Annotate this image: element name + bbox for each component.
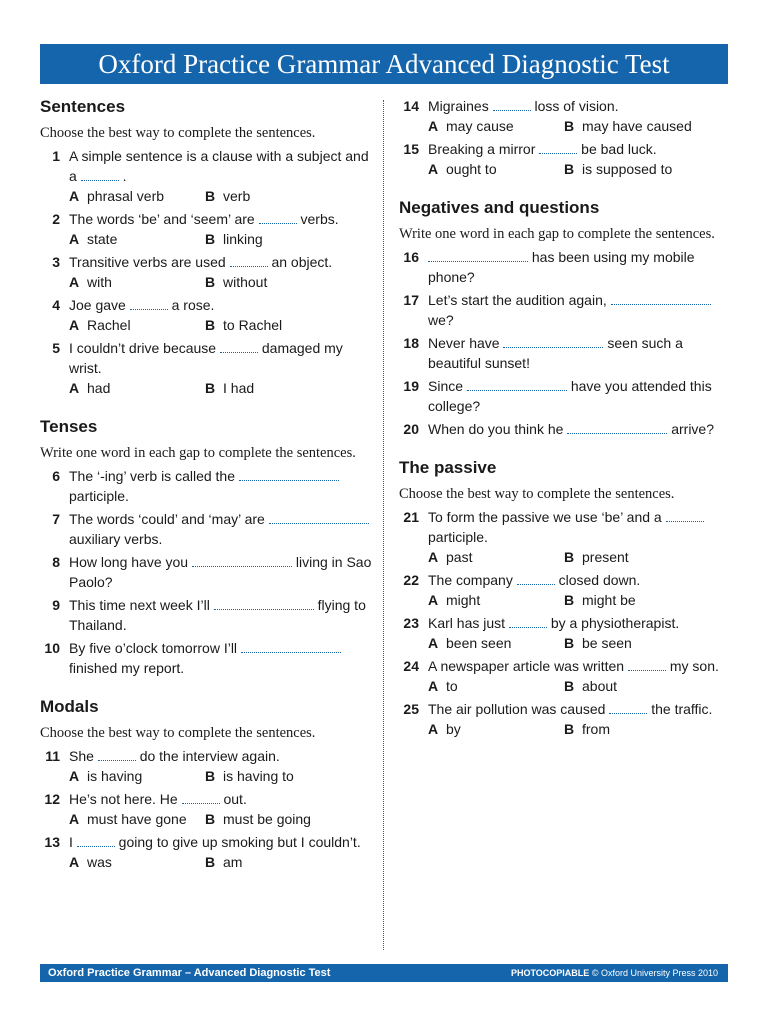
question-text — [69, 595, 372, 635]
section-instruction: Choose the best way to complete the sentences. — [40, 725, 316, 741]
question-number: 21 — [403, 509, 419, 525]
answer-gap — [467, 378, 567, 391]
question-item — [399, 290, 729, 330]
answer-gap — [192, 554, 292, 567]
option-a — [428, 719, 564, 739]
question-text — [69, 832, 372, 852]
question-item — [40, 789, 372, 829]
question-text-before: When do you think he — [428, 421, 564, 437]
answer-options — [69, 315, 372, 335]
question-text — [428, 570, 729, 590]
answer-gap — [269, 511, 369, 524]
option-letter: B — [564, 635, 575, 651]
answer-gap — [428, 249, 528, 262]
answer-gap — [239, 468, 339, 481]
answer-gap — [567, 421, 667, 434]
question-text-before: Karl has just — [428, 615, 506, 631]
answer-options — [428, 676, 729, 696]
answer-options — [69, 378, 372, 398]
question-text-before: To form the passive we use ‘be’ and a — [428, 509, 662, 525]
question-item — [399, 139, 729, 179]
question-text-after: a rose. — [171, 297, 215, 313]
question-number: 19 — [403, 378, 419, 394]
question-text-before: A simple sentence is a clause with a subject and a — [69, 148, 369, 184]
option-text: past — [446, 549, 473, 565]
question-text-after: closed down. — [558, 572, 641, 588]
option-b — [564, 116, 700, 136]
section-instruction: Choose the best way to complete the sentences. — [399, 486, 675, 502]
question-text-after: living in Sao Paolo? — [69, 554, 372, 590]
question-text-after: do the interview again. — [139, 748, 280, 764]
option-text: might be — [582, 592, 636, 608]
question-number: 6 — [52, 468, 60, 484]
section-modals-continued — [399, 96, 729, 179]
question-text — [69, 295, 372, 315]
option-b — [205, 852, 341, 872]
option-text: with — [87, 274, 112, 290]
option-letter: B — [205, 231, 216, 247]
question-text — [428, 507, 729, 547]
question-item — [40, 209, 372, 249]
option-a — [428, 676, 564, 696]
option-letter: A — [428, 678, 439, 694]
question-text — [428, 139, 729, 159]
option-letter: B — [205, 317, 216, 333]
answer-gap — [517, 572, 555, 585]
question-item — [399, 613, 729, 653]
question-item — [399, 376, 729, 416]
option-letter: B — [564, 678, 575, 694]
question-number: 25 — [403, 701, 419, 717]
question-text — [428, 333, 729, 373]
question-list — [399, 96, 729, 179]
question-text-after: be bad luck. — [581, 141, 657, 157]
question-item — [399, 507, 729, 567]
option-b — [205, 378, 341, 398]
question-text-after: participle. — [69, 488, 129, 504]
option-letter: A — [69, 854, 80, 870]
question-item — [40, 595, 372, 635]
option-b — [564, 590, 700, 610]
option-text: been seen — [446, 635, 512, 651]
option-letter: B — [205, 811, 216, 827]
question-text-before: Never have — [428, 335, 500, 351]
question-text — [69, 209, 372, 229]
section-heading: Sentences — [40, 97, 126, 116]
question-text — [428, 247, 729, 287]
answer-options — [428, 590, 729, 610]
option-text: without — [223, 274, 268, 290]
question-item — [399, 570, 729, 610]
question-text — [69, 552, 372, 592]
question-text-before: I — [69, 834, 73, 850]
column-divider — [383, 100, 384, 950]
question-number: 11 — [45, 748, 60, 764]
option-a — [69, 229, 205, 249]
option-b — [205, 809, 341, 829]
question-text-after: arrive? — [671, 421, 714, 437]
question-number: 22 — [403, 572, 419, 588]
question-item — [40, 509, 372, 549]
option-b — [564, 547, 700, 567]
option-letter: A — [428, 549, 439, 565]
option-text: about — [582, 678, 618, 694]
option-text: might — [446, 592, 481, 608]
question-number: 23 — [403, 615, 419, 631]
option-letter: A — [69, 768, 80, 784]
option-a — [428, 590, 564, 610]
option-letter: A — [69, 317, 80, 333]
option-b — [205, 766, 341, 786]
answer-gap — [539, 141, 577, 154]
question-item — [40, 832, 372, 872]
option-letter: A — [69, 231, 80, 247]
question-text — [428, 376, 729, 416]
left-column — [40, 96, 372, 890]
question-text-before: I couldn’t drive because — [69, 340, 217, 356]
question-list — [399, 247, 729, 439]
question-item — [40, 552, 372, 592]
answer-options — [428, 719, 729, 739]
question-item — [40, 146, 372, 206]
question-text — [428, 613, 729, 633]
question-text-before: She — [69, 748, 94, 764]
section-heading: The passive — [399, 458, 497, 477]
section-instruction: Write one word in each gap to complete the sentences. — [40, 445, 356, 461]
section-heading: Tenses — [40, 417, 98, 436]
question-number: 3 — [52, 254, 60, 270]
answer-options — [69, 809, 372, 829]
photocopiable-label: PHOTOCOPIABLE — [510, 968, 590, 978]
question-number: 12 — [44, 791, 60, 807]
question-text-before: Transitive verbs are used — [69, 254, 226, 270]
question-text — [69, 252, 372, 272]
option-a — [69, 186, 205, 206]
question-text — [428, 699, 729, 719]
option-letter: B — [564, 161, 575, 177]
question-text-before: The air pollution was caused — [428, 701, 606, 717]
question-text-before: Migraines — [428, 98, 489, 114]
option-b — [205, 186, 341, 206]
option-letter: A — [428, 721, 439, 737]
option-a — [69, 766, 205, 786]
option-text: state — [87, 231, 118, 247]
option-letter: A — [428, 161, 439, 177]
option-text: is having — [87, 768, 143, 784]
option-text: from — [582, 721, 610, 737]
question-text — [428, 656, 729, 676]
question-item — [40, 252, 372, 292]
question-text — [69, 638, 372, 678]
question-number: 18 — [403, 335, 419, 351]
question-number: 20 — [403, 421, 419, 437]
question-item — [399, 419, 729, 439]
option-b — [205, 229, 341, 249]
question-text — [69, 466, 372, 506]
question-text — [69, 338, 372, 378]
question-item — [40, 295, 372, 335]
answer-gap — [666, 509, 704, 522]
answer-gap — [628, 658, 666, 671]
option-letter: A — [69, 274, 80, 290]
question-text-before: A newspaper article was written — [428, 658, 625, 674]
question-text-after: flying to Thailand. — [69, 597, 366, 633]
question-text-after: verbs. — [300, 211, 339, 227]
option-letter: B — [564, 549, 575, 565]
question-text-before: Let’s start the audition again, — [428, 292, 607, 308]
question-text — [69, 146, 372, 186]
section-passive — [399, 457, 729, 739]
question-number: 8 — [52, 554, 60, 570]
option-text: may have caused — [582, 118, 692, 134]
question-text-after: going to give up smoking but I couldn’t. — [118, 834, 361, 850]
option-b — [205, 315, 341, 335]
answer-options — [69, 229, 372, 249]
question-item — [399, 96, 729, 136]
question-number: 10 — [44, 640, 60, 656]
option-b — [564, 676, 700, 696]
option-letter: A — [69, 188, 80, 204]
option-text: may cause — [446, 118, 514, 134]
answer-options — [428, 633, 729, 653]
question-item — [40, 338, 372, 398]
question-text-before: This time next week I’ll — [69, 597, 210, 613]
section-negatives — [399, 197, 729, 439]
answer-gap — [77, 834, 115, 847]
option-text: was — [87, 854, 112, 870]
answer-gap — [214, 597, 314, 610]
option-a — [69, 809, 205, 829]
option-letter: B — [205, 854, 216, 870]
question-text-after: out. — [223, 791, 247, 807]
answer-options — [428, 159, 729, 179]
answer-gap — [230, 254, 268, 267]
option-text: ought to — [446, 161, 497, 177]
page-title: Oxford Practice Grammar Advanced Diagnostic Test — [40, 44, 728, 84]
question-item — [40, 746, 372, 786]
option-text: verb — [223, 188, 251, 204]
question-number: 24 — [403, 658, 419, 674]
question-number: 1 — [52, 148, 60, 164]
answer-gap — [611, 292, 711, 305]
section-heading: Modals — [40, 697, 99, 716]
question-text-after: damaged my wrist. — [69, 340, 343, 376]
question-number: 14 — [403, 98, 419, 114]
option-letter: A — [69, 380, 80, 396]
question-list — [399, 507, 729, 739]
option-text: to — [446, 678, 458, 694]
question-number: 2 — [52, 211, 60, 227]
question-text-after: finished my report. — [69, 660, 185, 676]
answer-options — [428, 547, 729, 567]
option-text: to Rachel — [223, 317, 283, 333]
question-text-after: . — [122, 168, 127, 184]
question-text-after: loss of vision. — [534, 98, 619, 114]
question-text — [428, 419, 729, 439]
answer-gap — [130, 297, 168, 310]
question-item — [40, 466, 372, 506]
question-item — [399, 247, 729, 287]
footer-bar — [40, 964, 728, 982]
answer-gap — [98, 748, 136, 761]
footer-copyright — [511, 964, 718, 982]
question-number: 4 — [52, 297, 60, 313]
option-b — [564, 159, 700, 179]
option-letter: B — [564, 721, 575, 737]
question-text-after: by a physiotherapist. — [550, 615, 680, 631]
question-text-before: He’s not here. He — [69, 791, 178, 807]
question-text — [69, 746, 372, 766]
question-text-before: Breaking a mirror — [428, 141, 536, 157]
answer-options — [428, 116, 729, 136]
question-text-after: the traffic. — [651, 701, 713, 717]
section-heading: Negatives and questions — [399, 198, 600, 217]
section-tenses — [40, 416, 372, 678]
option-text: I had — [223, 380, 255, 396]
question-number: 9 — [52, 597, 60, 613]
answer-gap — [241, 640, 341, 653]
question-text — [428, 290, 729, 330]
answer-gap — [509, 615, 547, 628]
question-number: 16 — [403, 249, 419, 265]
answer-gap — [259, 211, 297, 224]
option-letter: B — [205, 188, 216, 204]
option-a — [69, 315, 205, 335]
question-text-before: By five o’clock tomorrow I’ll — [69, 640, 238, 656]
option-text: is supposed to — [582, 161, 673, 177]
answer-options — [69, 186, 372, 206]
question-text-before: Since — [428, 378, 464, 394]
question-number: 17 — [403, 292, 419, 308]
option-text: phrasal verb — [87, 188, 165, 204]
option-a — [69, 852, 205, 872]
section-instruction: Write one word in each gap to complete the sentences. — [399, 226, 715, 242]
right-column — [399, 96, 729, 757]
option-letter: B — [205, 380, 216, 396]
question-text-after: participle. — [428, 529, 488, 545]
question-text — [428, 96, 729, 116]
question-number: 13 — [44, 834, 60, 850]
option-letter: A — [69, 811, 80, 827]
question-item — [399, 699, 729, 739]
footer-title: Oxford Practice Grammar – Advanced Diagnostic Test — [48, 967, 331, 979]
section-instruction: Choose the best way to complete the sentences. — [40, 125, 316, 141]
answer-gap — [220, 340, 258, 353]
option-a — [428, 116, 564, 136]
answer-gap — [81, 168, 119, 181]
answer-gap — [493, 98, 531, 111]
option-a — [69, 272, 205, 292]
question-list — [40, 146, 372, 398]
question-text-after: an object. — [271, 254, 333, 270]
question-text-after: has been using my mobile phone? — [428, 249, 695, 285]
question-text-before: The company — [428, 572, 513, 588]
question-item — [399, 656, 729, 696]
option-text: present — [582, 549, 629, 565]
question-text — [69, 509, 372, 549]
question-item — [40, 638, 372, 678]
option-text: by — [446, 721, 461, 737]
option-text: had — [87, 380, 111, 396]
question-number: 7 — [52, 511, 60, 527]
question-text — [69, 789, 372, 809]
answer-gap — [182, 791, 220, 804]
question-number: 5 — [52, 340, 60, 356]
option-text: must have gone — [87, 811, 187, 827]
option-a — [428, 159, 564, 179]
option-letter: B — [564, 592, 575, 608]
question-text-before: How long have you — [69, 554, 189, 570]
option-a — [69, 378, 205, 398]
question-text-before: The words ‘could’ and ‘may’ are — [69, 511, 265, 527]
question-list — [40, 746, 372, 872]
option-text: linking — [223, 231, 263, 247]
answer-options — [69, 852, 372, 872]
option-letter: A — [428, 635, 439, 651]
question-text-after: auxiliary verbs. — [69, 531, 163, 547]
question-text-before: The ‘-ing’ verb is called the — [69, 468, 236, 484]
answer-gap — [609, 701, 647, 714]
option-text: is having to — [223, 768, 294, 784]
question-item — [399, 333, 729, 373]
question-number: 15 — [403, 141, 419, 157]
question-text-after: have you attended this college? — [428, 378, 712, 414]
option-a — [428, 633, 564, 653]
option-b — [564, 633, 700, 653]
section-modals — [40, 696, 372, 872]
answer-options — [69, 766, 372, 786]
option-letter: B — [564, 118, 575, 134]
answer-options — [69, 272, 372, 292]
option-letter: B — [205, 274, 216, 290]
option-a — [428, 547, 564, 567]
option-text: Rachel — [87, 317, 131, 333]
question-text-before: The words ‘be’ and ‘seem’ are — [69, 211, 255, 227]
answer-gap — [503, 335, 603, 348]
copyright-text: © Oxford University Press 2010 — [591, 968, 718, 978]
option-letter: A — [428, 118, 439, 134]
option-text: must be going — [223, 811, 311, 827]
question-text-before: Joe gave — [69, 297, 126, 313]
option-letter: A — [428, 592, 439, 608]
question-list — [40, 466, 372, 678]
option-b — [205, 272, 341, 292]
option-b — [564, 719, 700, 739]
question-text-after: we? — [428, 312, 454, 328]
option-letter: B — [205, 768, 216, 784]
option-text: am — [223, 854, 243, 870]
question-text-after: seen such a beautiful sunset! — [428, 335, 683, 371]
option-text: be seen — [582, 635, 632, 651]
question-text-after: my son. — [669, 658, 719, 674]
section-sentences — [40, 96, 372, 398]
